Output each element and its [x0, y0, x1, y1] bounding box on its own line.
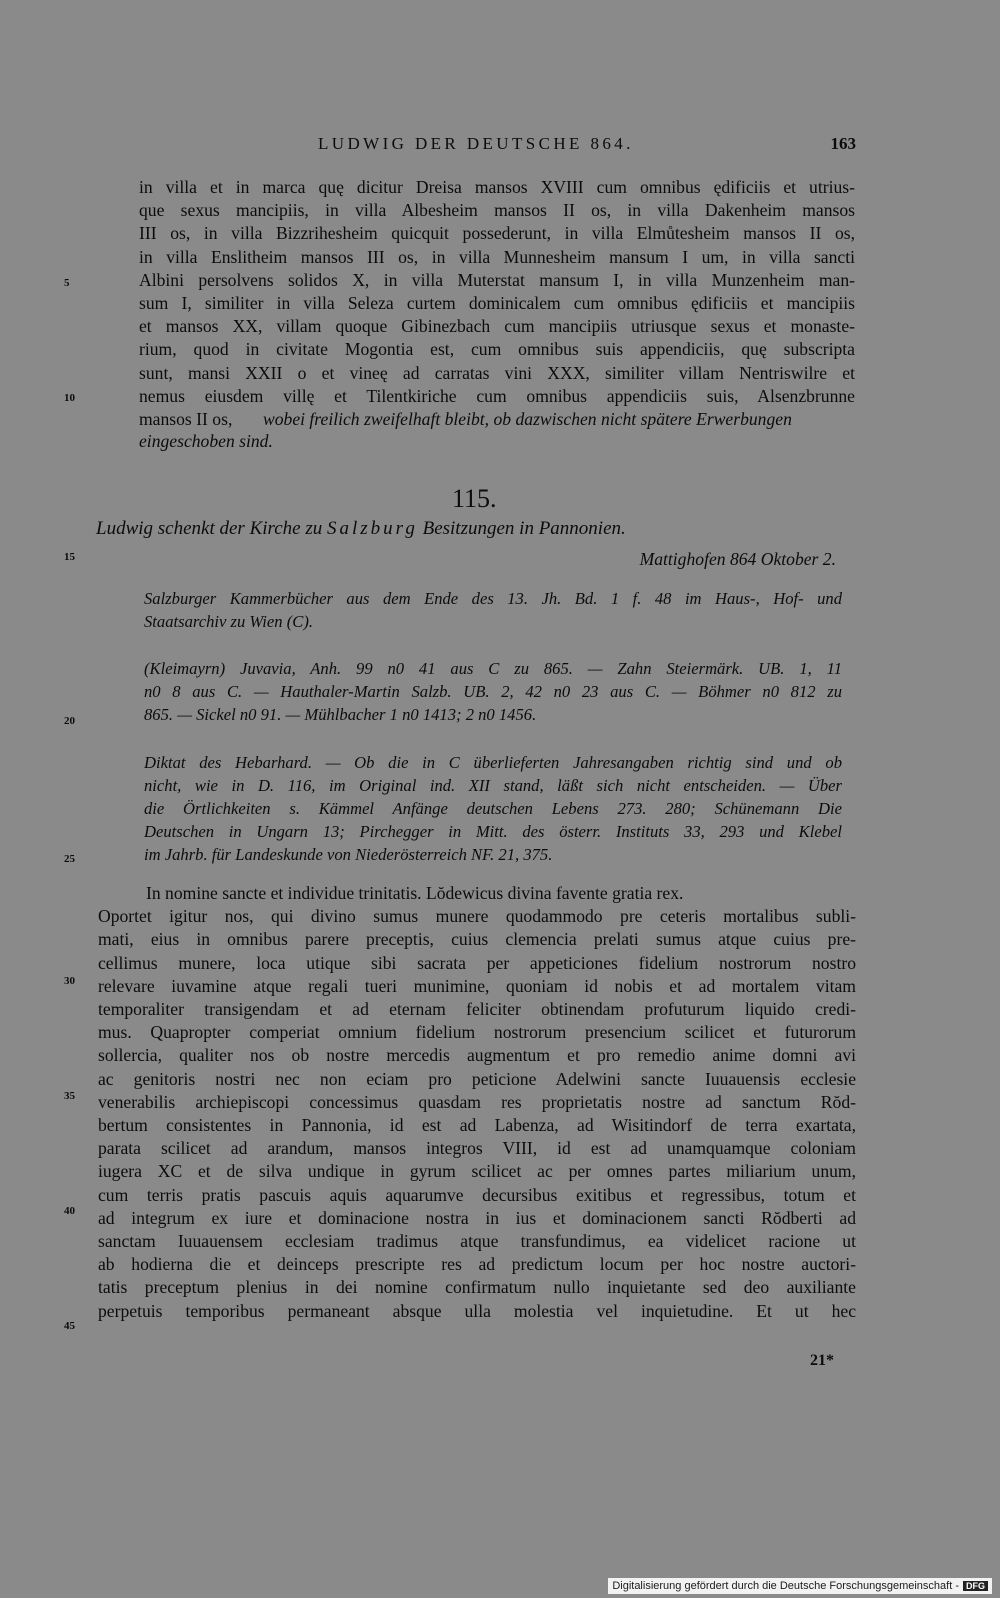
apparatus-2-line: 865. — Sickel n0 91. — Mühlbacher 1 n0 1413; 2 n0 1456. [144, 705, 537, 724]
margin-line-number: 30 [64, 975, 75, 987]
charter-line: bertum consistentes in Pannonia, id est ad Labenza, ad Wisitindorf de terra exartata, [98, 1115, 856, 1135]
prev-text-line: rium, quod in civitate Mogontia est, cum omnibus suis appendiciis, quę subscripta [139, 339, 855, 360]
prev-text-line: que sexus mancipiis, in villa Albesheim mansos II os, in villa Dakenheim mansos [139, 200, 855, 221]
margin-line-number: 5 [64, 277, 70, 289]
sheet-signature: 21* [810, 1352, 834, 1369]
margin-line-number: 35 [64, 1090, 75, 1102]
apparatus-3-line: die Örtlichkeiten s. Kämmel Anfänge deutschen Lebens 273. 280; Schünemann Die [144, 799, 842, 818]
apparatus-3-line: im Jahrb. für Landeskunde von Niederösterreich NF. 21, 375. [144, 845, 553, 864]
apparatus-2-line: (Kleimayrn) Juvavia, Anh. 99 n0 41 aus C zu 865. — Zahn Steiermärk. UB. 1, 11 [144, 659, 842, 678]
regest-heading [96, 518, 626, 540]
prev-text-line: Albini persolvens solidos X, in villa Muterstat mansum I, in villa Munzenheim man- [139, 269, 855, 290]
apparatus-3-line: Deutschen in Ungarn 13; Pirchegger in Mitt. des österr. Instituts 33, 293 und Klebel [144, 822, 842, 841]
digitization-credit [608, 1578, 992, 1594]
charter-line: venerabilis archiepiscopi concessimus quasdam res proprietatis nostre ad sanctum Rŏd- [98, 1091, 856, 1112]
prev-text-line: III os, in villa Bizzrihesheim quicquit possederunt, in villa Elmůtesheim mansos II os, [139, 223, 855, 244]
charter-line: sanctam Iuuauensem ecclesiam tradimus atque transfundimus, ea videlicet racione ut [98, 1231, 856, 1251]
margin-line-number: 40 [64, 1205, 75, 1217]
running-title: LUDWIG DER DEUTSCHE 864. [318, 134, 634, 153]
charter-line: cum terris pratis pascuis aquis aquarumve decursibus exitibus et regressibus, totum et [98, 1184, 856, 1205]
margin-line-number: 15 [64, 551, 75, 563]
prev-text-line: in villa Enslitheim mansos III os, in villa Munnesheim mansum I um, in villa sancti [139, 246, 855, 267]
page-number: 163 [830, 134, 856, 153]
charter-line: sollercia, qualiter nos ob nostre mercedis augmentum et pro remedio anime domni avi [98, 1045, 856, 1066]
dfg-logo: DFG [963, 1581, 988, 1591]
prev-text-line: sunt, mansi XXII o et vineę ad carratas vini XXX, similiter villam Nentriswilre et [139, 362, 855, 383]
prev-italic-note-2: eingeschoben sind. [139, 431, 273, 451]
charter-line: In nomine sancte et individue trinitatis. Lŏdewicus divina favente gratia rex. [146, 883, 684, 903]
charter-line: cellimus munere, loca utique sibi sacrata per appeticiones fidelium nostrorum nostro [98, 952, 856, 973]
charter-line: Oportet igitur nos, qui divino sumus munere quodammodo pre ceteris mortalibus subli- [98, 906, 856, 927]
heading-place: Salzburg [326, 518, 418, 539]
charter-line: mati, eius in omnibus parere preceptis, cuius clemencia prelati sumus atque cuius pre- [98, 929, 856, 950]
prev-text-line: et mansos XX, villam quoque Gibinezbach cum mancipiis utriusque sexus et monaste- [139, 316, 855, 337]
charter-line: temporaliter transigendam et ad eternam feliciter obtinendam profuturum liquido credi- [98, 999, 856, 1019]
margin-line-number: 10 [64, 392, 75, 404]
prev-text-line: nemus eiusdem villę et Tilentkiriche cum omnibus appendiciis suis, Alsenzbrunne [139, 385, 855, 406]
charter-line: ab hodierna die et deinceps prescripte res ad predictum locum per hoc nostre auctori- [98, 1254, 856, 1275]
charter-line: perpetuis temporibus permaneant absque ulla molestia vel inquietudine. Et ut hec [98, 1300, 856, 1321]
charter-line: ad integrum ex iure et dominacione nostra in ius et dominacionem sancti Rŏdberti ad [98, 1207, 856, 1228]
prev-text-line: sum I, similiter in villa Seleza curtem dominicalem cum omnibus ędificiis et mancipiis [139, 293, 855, 313]
charter-line: iugera XC et de silva undique in gyrum scilicet ac per omnes partes miliarium unum, [98, 1161, 856, 1182]
prev-italic-tail: wobei freilich zweifelhaft bleibt, ob dazwischen nicht spätere Erwerbungen [263, 409, 792, 429]
apparatus-3-line: nicht, wie in D. 116, im Original ind. XII stand, läßt sich nicht entscheiden. — Über [144, 776, 842, 795]
margin-line-number: 20 [64, 715, 75, 727]
footer-text: Digitalisierung gefördert durch die Deutsche Forschungsgemeinschaft - [612, 1580, 959, 1592]
margin-line-number: 45 [64, 1320, 75, 1332]
apparatus-1-line: Staatsarchiv zu Wien (C). [144, 612, 313, 631]
apparatus-1-line: Salzburger Kammerbücher aus dem Ende des 13. Jh. Bd. 1 f. 48 im Haus-, Hof- und [144, 589, 842, 608]
apparatus-2-line: n0 8 aus C. — Hauthaler-Martin Salzb. UB. 2, 42 n0 23 aus C. — Böhmer n0 812 zu [144, 682, 842, 701]
heading-part-1: Ludwig schenkt der Kirche zu [96, 518, 323, 539]
charter-line: ac genitoris nostri nec non eciam pro peticione Adelwini sancte Iuuauensis ecclesie [98, 1068, 856, 1089]
prev-text-line: mansos II os, [139, 409, 233, 429]
charter-line: relevare iuvamine atque regali tueri munimine, quoniam id nobis et ad mortalem vitam [98, 975, 856, 996]
apparatus-3-line: Diktat des Hebarhard. — Ob die in C überlieferten Jahresangaben richtig sind und ob [144, 753, 842, 772]
document-number: 115. [452, 484, 497, 513]
charter-line: tatis preceptum plenius in dei nomine confirmatum nullo inquietante sed deo auxiliante [98, 1277, 856, 1298]
charter-line: parata scilicet ad arandum, mansos integros VIII, id est ad unamquamque coloniam [98, 1138, 856, 1159]
margin-line-number: 25 [64, 853, 75, 865]
place-date: Mattighofen 864 Oktober 2. [639, 549, 836, 569]
heading-part-2: Besitzungen in Pannonien. [422, 518, 626, 539]
charter-line: mus. Quapropter comperiat omnium fidelium nostrorum presencium scilicet et futurorum [98, 1022, 856, 1043]
running-header [96, 134, 856, 158]
prev-text-line: in villa et in marca quę dicitur Dreisa mansos XVIII cum omnibus ędificiis et utrius- [139, 177, 855, 197]
